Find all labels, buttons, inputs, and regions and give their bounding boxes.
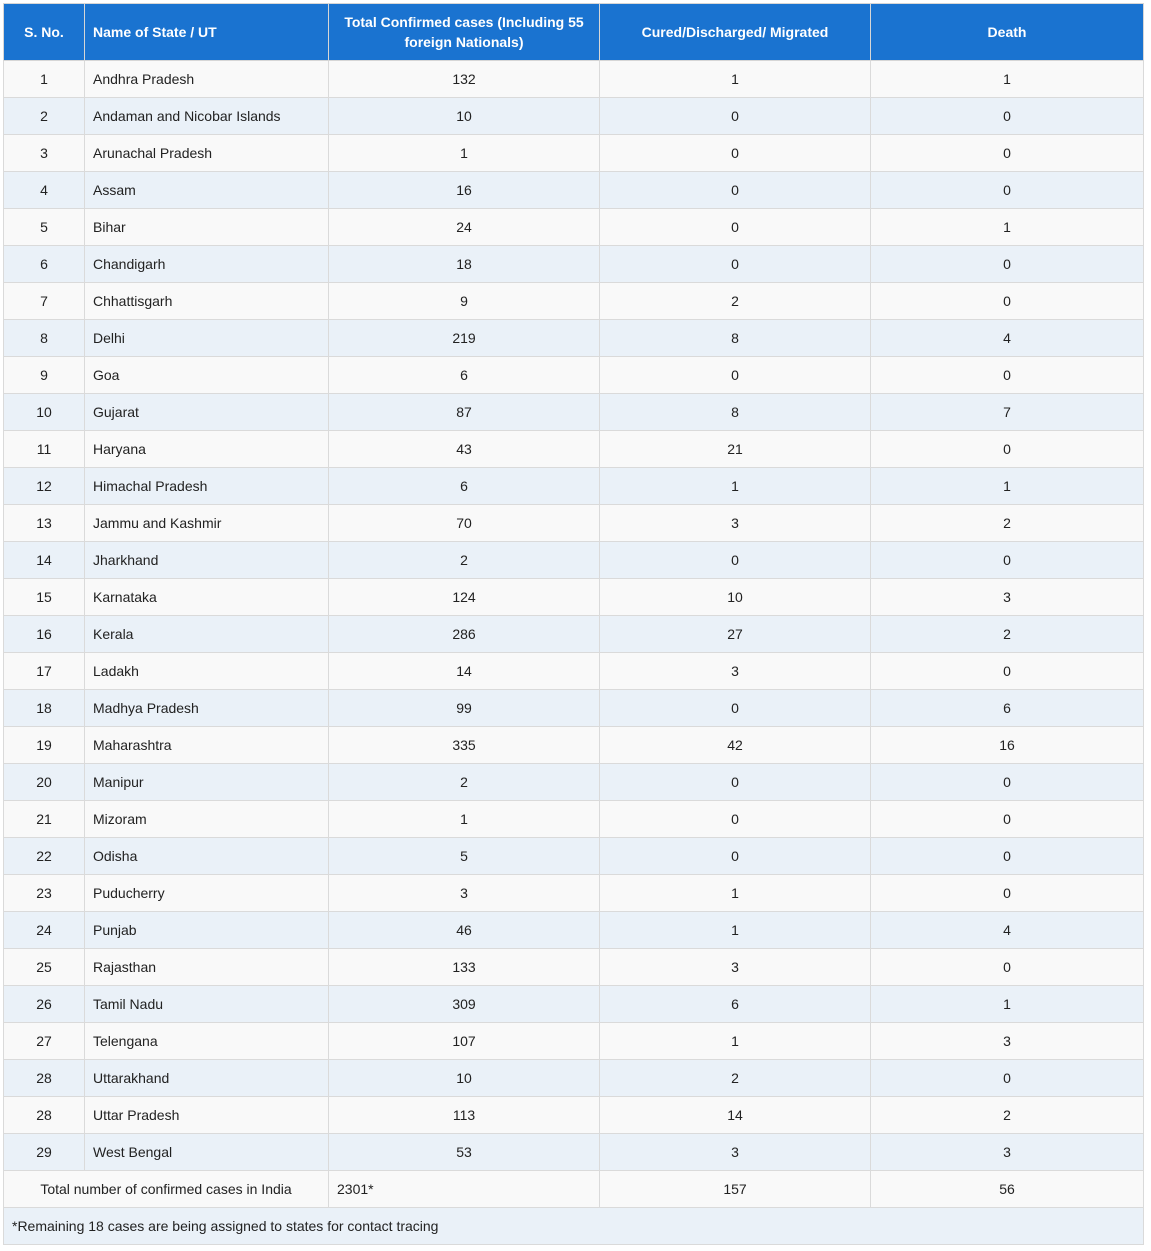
- table-row: [4, 912, 1144, 949]
- cell-death: 1: [871, 61, 1144, 98]
- cell-state-name: Telengana: [85, 1023, 329, 1060]
- cell-death: 0: [871, 1060, 1144, 1097]
- footnote: *Remaining 18 cases are being assigned to states for contact tracing: [4, 1208, 1144, 1245]
- cell-confirmed: 9: [329, 283, 600, 320]
- table-row: [4, 357, 1144, 394]
- table-row: [4, 209, 1144, 246]
- cell-cured: 27: [600, 616, 871, 653]
- cell-state-name: Maharashtra: [85, 727, 329, 764]
- cell-death: 0: [871, 135, 1144, 172]
- table-row: [4, 1097, 1144, 1134]
- cell-death: 0: [871, 246, 1144, 283]
- footnote-row: [4, 1208, 1144, 1245]
- cell-state-name: Himachal Pradesh: [85, 468, 329, 505]
- cell-death: 0: [871, 949, 1144, 986]
- cell-cured: 1: [600, 912, 871, 949]
- cell-sno: 15: [4, 579, 85, 616]
- cell-sno: 26: [4, 986, 85, 1023]
- cell-death: 0: [871, 172, 1144, 209]
- cell-confirmed: 107: [329, 1023, 600, 1060]
- cell-death: 0: [871, 875, 1144, 912]
- cell-sno: 25: [4, 949, 85, 986]
- cell-confirmed: 2: [329, 764, 600, 801]
- cell-state-name: Haryana: [85, 431, 329, 468]
- table-row: [4, 1060, 1144, 1097]
- table-row: [4, 764, 1144, 801]
- cell-state-name: Madhya Pradesh: [85, 690, 329, 727]
- cell-cured: 0: [600, 172, 871, 209]
- table-row: [4, 801, 1144, 838]
- cell-sno: 10: [4, 394, 85, 431]
- cell-state-name: Odisha: [85, 838, 329, 875]
- cell-sno: 16: [4, 616, 85, 653]
- cell-cured: 3: [600, 949, 871, 986]
- table-row: [4, 653, 1144, 690]
- cell-cured: 0: [600, 690, 871, 727]
- cell-confirmed: 219: [329, 320, 600, 357]
- header-confirmed: Total Confirmed cases (Including 55 foreign Nationals): [329, 4, 600, 61]
- cell-state-name: Kerala: [85, 616, 329, 653]
- cell-sno: 13: [4, 505, 85, 542]
- cell-death: 1: [871, 209, 1144, 246]
- cell-sno: 23: [4, 875, 85, 912]
- cell-cured: 3: [600, 505, 871, 542]
- cell-state-name: Mizoram: [85, 801, 329, 838]
- cell-death: 3: [871, 1023, 1144, 1060]
- cell-sno: 28: [4, 1060, 85, 1097]
- cell-cured: 1: [600, 1023, 871, 1060]
- cell-cured: 0: [600, 838, 871, 875]
- cell-cured: 1: [600, 468, 871, 505]
- cell-sno: 4: [4, 172, 85, 209]
- table-row: [4, 394, 1144, 431]
- cell-state-name: Jharkhand: [85, 542, 329, 579]
- table-header: [4, 4, 1144, 61]
- cell-confirmed: 5: [329, 838, 600, 875]
- table-row: [4, 949, 1144, 986]
- cell-cured: 0: [600, 542, 871, 579]
- cell-state-name: Bihar: [85, 209, 329, 246]
- cell-death: 0: [871, 653, 1144, 690]
- cell-sno: 2: [4, 98, 85, 135]
- cell-cured: 14: [600, 1097, 871, 1134]
- cell-sno: 12: [4, 468, 85, 505]
- cell-confirmed: 10: [329, 98, 600, 135]
- cell-death: 3: [871, 1134, 1144, 1171]
- cell-death: 0: [871, 838, 1144, 875]
- cell-death: 2: [871, 1097, 1144, 1134]
- cell-death: 1: [871, 468, 1144, 505]
- cell-confirmed: 2: [329, 542, 600, 579]
- cell-state-name: Punjab: [85, 912, 329, 949]
- cell-confirmed: 53: [329, 1134, 600, 1171]
- table-row: [4, 320, 1144, 357]
- cell-cured: 0: [600, 246, 871, 283]
- cell-sno: 18: [4, 690, 85, 727]
- table-row: [4, 616, 1144, 653]
- cell-cured: 42: [600, 727, 871, 764]
- cell-cured: 6: [600, 986, 871, 1023]
- cell-cured: 3: [600, 653, 871, 690]
- cell-confirmed: 46: [329, 912, 600, 949]
- total-death: 56: [871, 1171, 1144, 1208]
- cell-state-name: Tamil Nadu: [85, 986, 329, 1023]
- header-state-name: Name of State / UT: [85, 4, 329, 61]
- cell-confirmed: 132: [329, 61, 600, 98]
- cell-sno: 19: [4, 727, 85, 764]
- cell-state-name: Assam: [85, 172, 329, 209]
- table-row: [4, 283, 1144, 320]
- cell-sno: 8: [4, 320, 85, 357]
- cell-cured: 3: [600, 1134, 871, 1171]
- cell-state-name: Andhra Pradesh: [85, 61, 329, 98]
- table-row: [4, 505, 1144, 542]
- cell-confirmed: 87: [329, 394, 600, 431]
- cell-confirmed: 124: [329, 579, 600, 616]
- cell-death: 7: [871, 394, 1144, 431]
- total-row: [4, 1171, 1144, 1208]
- cell-state-name: Gujarat: [85, 394, 329, 431]
- cell-sno: 7: [4, 283, 85, 320]
- table-row: [4, 838, 1144, 875]
- cell-state-name: Arunachal Pradesh: [85, 135, 329, 172]
- cell-confirmed: 6: [329, 468, 600, 505]
- cell-confirmed: 10: [329, 1060, 600, 1097]
- cell-confirmed: 113: [329, 1097, 600, 1134]
- state-cases-table-container: [3, 3, 1143, 1245]
- table-row: [4, 875, 1144, 912]
- table-row: [4, 986, 1144, 1023]
- table-row: [4, 690, 1144, 727]
- cell-death: 6: [871, 690, 1144, 727]
- cell-state-name: Chandigarh: [85, 246, 329, 283]
- cell-sno: 22: [4, 838, 85, 875]
- table-row: [4, 727, 1144, 764]
- cell-sno: 17: [4, 653, 85, 690]
- cell-death: 0: [871, 542, 1144, 579]
- cell-cured: 0: [600, 357, 871, 394]
- cell-confirmed: 43: [329, 431, 600, 468]
- cell-sno: 29: [4, 1134, 85, 1171]
- cell-death: 0: [871, 764, 1144, 801]
- cell-cured: 8: [600, 320, 871, 357]
- cell-confirmed: 16: [329, 172, 600, 209]
- table-row: [4, 579, 1144, 616]
- table-row: [4, 431, 1144, 468]
- cell-confirmed: 24: [329, 209, 600, 246]
- cell-sno: 6: [4, 246, 85, 283]
- table-body: [4, 61, 1144, 1245]
- cell-state-name: Karnataka: [85, 579, 329, 616]
- cell-state-name: Uttarakhand: [85, 1060, 329, 1097]
- cell-confirmed: 1: [329, 801, 600, 838]
- cell-death: 1: [871, 986, 1144, 1023]
- cell-state-name: Delhi: [85, 320, 329, 357]
- table-row: [4, 172, 1144, 209]
- table-row: [4, 61, 1144, 98]
- cell-death: 16: [871, 727, 1144, 764]
- cell-death: 2: [871, 616, 1144, 653]
- table-row: [4, 1134, 1144, 1171]
- cell-cured: 0: [600, 135, 871, 172]
- cell-confirmed: 1: [329, 135, 600, 172]
- cell-cured: 2: [600, 283, 871, 320]
- header-sno: S. No.: [4, 4, 85, 61]
- cell-state-name: Ladakh: [85, 653, 329, 690]
- header-death: Death: [871, 4, 1144, 61]
- table-row: [4, 98, 1144, 135]
- cell-state-name: Puducherry: [85, 875, 329, 912]
- cell-sno: 11: [4, 431, 85, 468]
- table-row: [4, 468, 1144, 505]
- cell-state-name: West Bengal: [85, 1134, 329, 1171]
- state-cases-table: [3, 3, 1144, 1245]
- cell-state-name: Jammu and Kashmir: [85, 505, 329, 542]
- cell-confirmed: 3: [329, 875, 600, 912]
- total-confirmed: 2301*: [329, 1171, 600, 1208]
- cell-confirmed: 335: [329, 727, 600, 764]
- cell-sno: 3: [4, 135, 85, 172]
- table-row: [4, 1023, 1144, 1060]
- cell-confirmed: 309: [329, 986, 600, 1023]
- cell-cured: 0: [600, 801, 871, 838]
- header-cured: Cured/Discharged/ Migrated: [600, 4, 871, 61]
- cell-state-name: Goa: [85, 357, 329, 394]
- cell-death: 0: [871, 801, 1144, 838]
- table-row: [4, 135, 1144, 172]
- cell-sno: 1: [4, 61, 85, 98]
- cell-death: 0: [871, 431, 1144, 468]
- cell-death: 0: [871, 283, 1144, 320]
- cell-confirmed: 70: [329, 505, 600, 542]
- cell-death: 2: [871, 505, 1144, 542]
- cell-cured: 1: [600, 61, 871, 98]
- table-row: [4, 542, 1144, 579]
- cell-death: 0: [871, 98, 1144, 135]
- cell-sno: 28: [4, 1097, 85, 1134]
- cell-confirmed: 6: [329, 357, 600, 394]
- cell-cured: 0: [600, 98, 871, 135]
- cell-sno: 9: [4, 357, 85, 394]
- cell-confirmed: 14: [329, 653, 600, 690]
- cell-confirmed: 133: [329, 949, 600, 986]
- cell-state-name: Uttar Pradesh: [85, 1097, 329, 1134]
- cell-sno: 24: [4, 912, 85, 949]
- cell-cured: 2: [600, 1060, 871, 1097]
- cell-cured: 1: [600, 875, 871, 912]
- cell-sno: 27: [4, 1023, 85, 1060]
- cell-death: 4: [871, 912, 1144, 949]
- cell-state-name: Rajasthan: [85, 949, 329, 986]
- cell-state-name: Manipur: [85, 764, 329, 801]
- cell-death: 4: [871, 320, 1144, 357]
- cell-sno: 14: [4, 542, 85, 579]
- cell-sno: 21: [4, 801, 85, 838]
- cell-cured: 0: [600, 209, 871, 246]
- cell-cured: 10: [600, 579, 871, 616]
- cell-death: 0: [871, 357, 1144, 394]
- cell-confirmed: 99: [329, 690, 600, 727]
- cell-sno: 5: [4, 209, 85, 246]
- total-label: Total number of confirmed cases in India: [4, 1171, 329, 1208]
- cell-state-name: Chhattisgarh: [85, 283, 329, 320]
- cell-cured: 0: [600, 764, 871, 801]
- cell-state-name: Andaman and Nicobar Islands: [85, 98, 329, 135]
- table-row: [4, 246, 1144, 283]
- cell-death: 3: [871, 579, 1144, 616]
- cell-confirmed: 18: [329, 246, 600, 283]
- cell-confirmed: 286: [329, 616, 600, 653]
- header-row: [4, 4, 1144, 61]
- cell-cured: 21: [600, 431, 871, 468]
- cell-cured: 8: [600, 394, 871, 431]
- total-cured: 157: [600, 1171, 871, 1208]
- cell-sno: 20: [4, 764, 85, 801]
